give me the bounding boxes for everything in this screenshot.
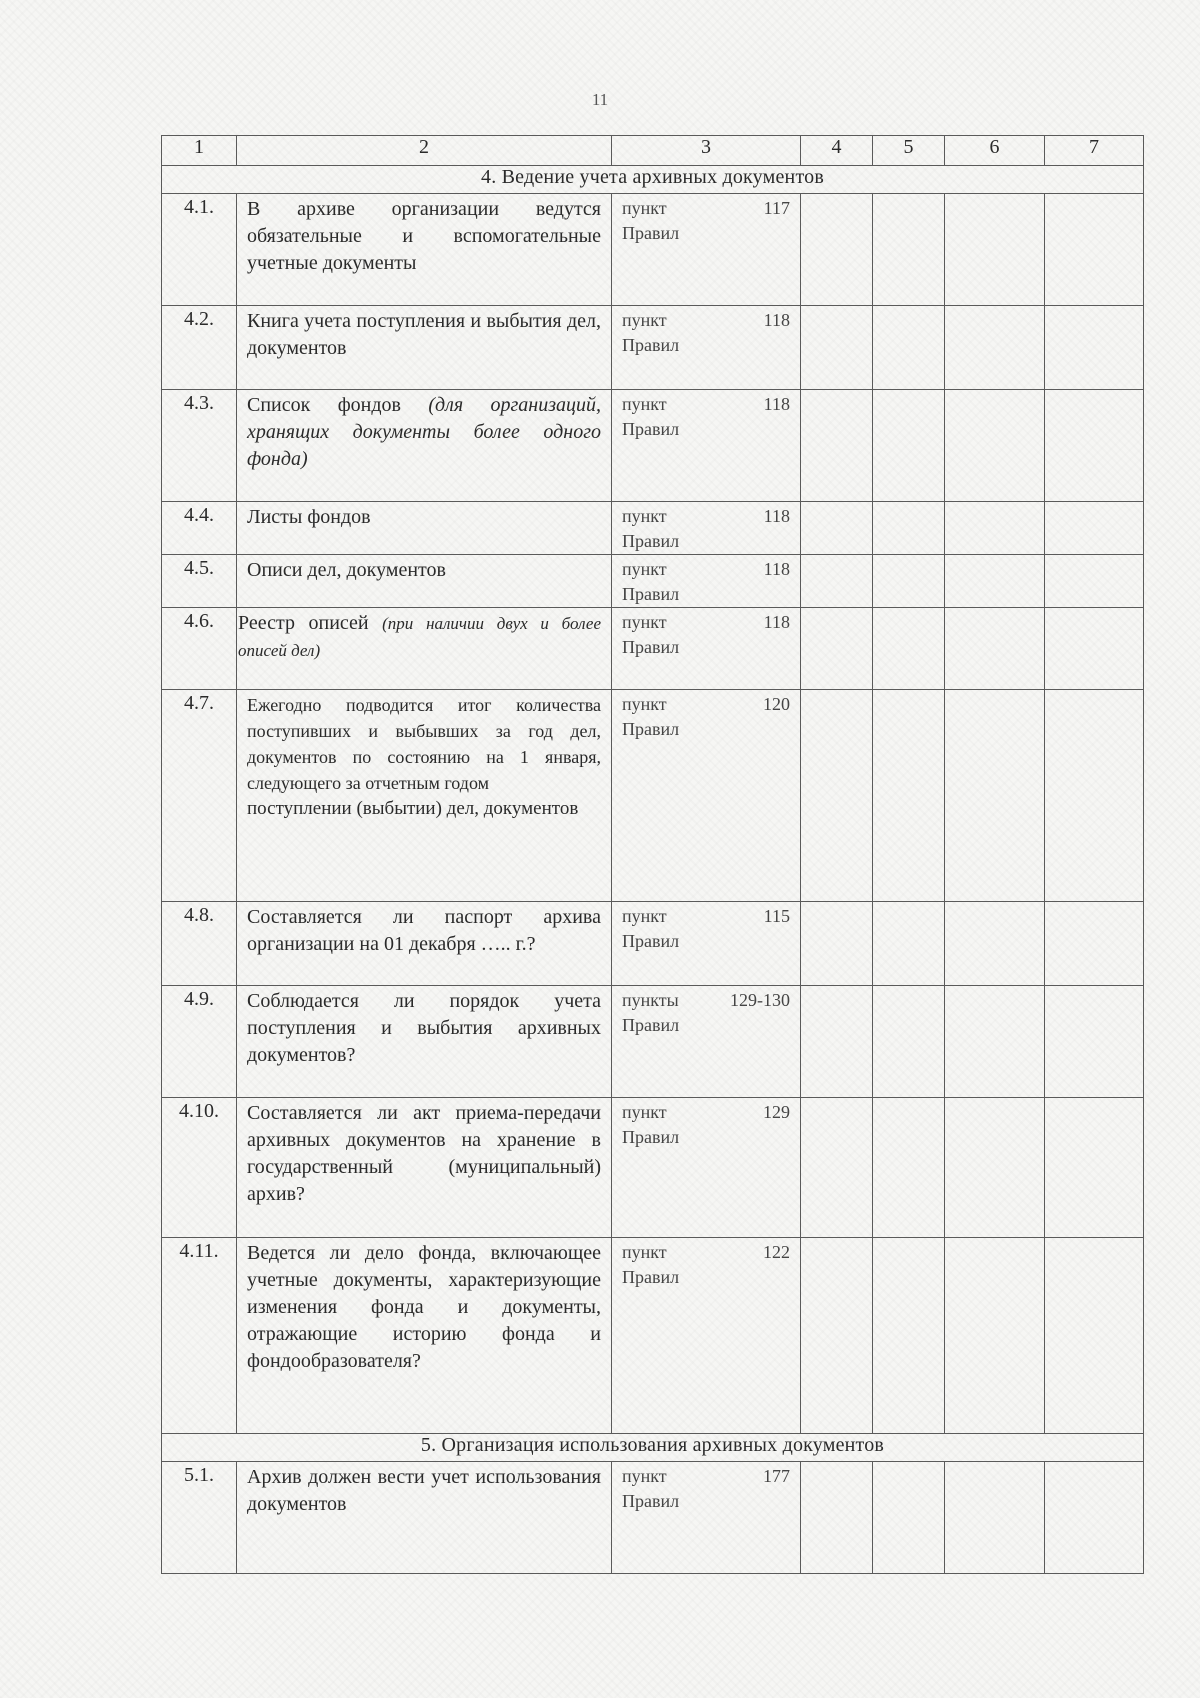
row-text: Составляется ли паспорт архива организации на 01 декабря ….. г.? xyxy=(237,902,612,986)
ref-rule: Правил xyxy=(622,1267,680,1287)
ref-word: пункт xyxy=(622,394,667,414)
ref-number: 129-130 xyxy=(730,990,790,1010)
cell-col-5 xyxy=(873,1462,945,1574)
row-text: Описи дел, документов xyxy=(237,555,612,608)
row-number: 4.11. xyxy=(162,1238,237,1434)
ref-word: пункт xyxy=(622,1242,667,1262)
ref-number: 118 xyxy=(763,559,790,579)
cell-col-5 xyxy=(873,306,945,390)
row-text xyxy=(237,608,612,690)
ref-word: пункт xyxy=(622,559,667,579)
header-col-3: 3 xyxy=(612,136,801,166)
cell-col-6 xyxy=(945,390,1045,502)
cell-col-7 xyxy=(1045,690,1144,902)
ref-rule: Правил xyxy=(622,637,680,657)
ref-rule: Правил xyxy=(622,584,680,604)
cell-col-4 xyxy=(801,1098,873,1238)
cell-col-4 xyxy=(801,608,873,690)
row-text-main: Список фондов xyxy=(247,394,401,416)
row-reference xyxy=(612,986,801,1098)
ref-word: пункт xyxy=(622,1466,667,1486)
cell-col-5 xyxy=(873,986,945,1098)
cell-col-6 xyxy=(945,502,1045,555)
ref-number: 118 xyxy=(763,310,790,330)
row-text: Соблюдается ли порядок учета поступления и выбытия архивных документов? xyxy=(237,986,612,1098)
ref-word: пункт xyxy=(622,1102,667,1122)
header-col-5: 5 xyxy=(873,136,945,166)
row-text: Ведется ли дело фонда, включающее учетные документы, характеризующие изменения фонда и документы, отражающие историю фонда и фондообразователя? xyxy=(237,1238,612,1434)
row-number: 4.6. xyxy=(162,608,237,690)
cell-col-5 xyxy=(873,194,945,306)
cell-col-6 xyxy=(945,986,1045,1098)
cell-col-5 xyxy=(873,1098,945,1238)
header-col-2: 2 xyxy=(237,136,612,166)
ref-rule: Правил xyxy=(622,719,680,739)
table-row xyxy=(162,1462,1144,1574)
row-number: 4.4. xyxy=(162,502,237,555)
header-col-4: 4 xyxy=(801,136,873,166)
table-row xyxy=(162,502,1144,555)
cell-col-5 xyxy=(873,502,945,555)
cell-col-7 xyxy=(1045,1462,1144,1574)
row-number: 4.5. xyxy=(162,555,237,608)
row-text: Листы фондов xyxy=(237,502,612,555)
page-number: 11 xyxy=(591,90,609,109)
row-text-italic: (при наличии двух и более описей дел) xyxy=(238,614,602,660)
cell-col-6 xyxy=(945,194,1045,306)
cell-col-5 xyxy=(873,1238,945,1434)
row-text: Архив должен вести учет использования документов xyxy=(237,1462,612,1574)
row-number: 4.2. xyxy=(162,306,237,390)
cell-col-5 xyxy=(873,608,945,690)
table-row xyxy=(162,194,1144,306)
row-text-main: Реестр описей xyxy=(238,612,369,634)
cell-col-7 xyxy=(1045,1238,1144,1434)
row-number: 4.8. xyxy=(162,902,237,986)
ref-number: 118 xyxy=(763,612,790,632)
ref-number: 120 xyxy=(763,694,790,714)
ref-number: 177 xyxy=(763,1466,790,1486)
ref-number: 129 xyxy=(763,1102,790,1122)
ref-number: 118 xyxy=(763,506,790,526)
cell-col-4 xyxy=(801,1238,873,1434)
cell-col-6 xyxy=(945,1098,1045,1238)
cell-col-7 xyxy=(1045,986,1144,1098)
cell-col-7 xyxy=(1045,608,1144,690)
ref-word: пункт xyxy=(622,310,667,330)
row-text: В архиве организации ведутся обязательные и вспомогательные учетные документы xyxy=(237,194,612,306)
row-reference xyxy=(612,690,801,902)
cell-col-7 xyxy=(1045,390,1144,502)
ref-word: пункт xyxy=(622,198,667,218)
cell-col-4 xyxy=(801,986,873,1098)
cell-col-6 xyxy=(945,555,1045,608)
cell-col-7 xyxy=(1045,1098,1144,1238)
cell-col-7 xyxy=(1045,306,1144,390)
table-row xyxy=(162,1238,1144,1434)
cell-col-4 xyxy=(801,306,873,390)
row-reference xyxy=(612,1462,801,1574)
cell-col-4 xyxy=(801,390,873,502)
cell-col-7 xyxy=(1045,502,1144,555)
row-text: Книга учета поступления и выбытия дел, документов xyxy=(237,306,612,390)
ref-rule: Правил xyxy=(622,1015,680,1035)
ref-word: пункты xyxy=(622,990,679,1010)
header-col-1: 1 xyxy=(162,136,237,166)
row-reference xyxy=(612,306,801,390)
cell-col-4 xyxy=(801,902,873,986)
row-number: 4.9. xyxy=(162,986,237,1098)
ref-rule: Правил xyxy=(622,931,680,951)
row-number: 4.10. xyxy=(162,1098,237,1238)
row-text xyxy=(237,690,612,902)
header-col-6: 6 xyxy=(945,136,1045,166)
cell-col-4 xyxy=(801,690,873,902)
cell-col-7 xyxy=(1045,555,1144,608)
row-reference xyxy=(612,902,801,986)
ref-rule: Правил xyxy=(622,531,680,551)
row-reference xyxy=(612,390,801,502)
cell-col-6 xyxy=(945,608,1045,690)
row-text: Составляется ли акт приема-передачи архивных документов на хранение в государственный (муниципальный) архив? xyxy=(237,1098,612,1238)
row-text-main: Ежегодно подводится итог количества поступивших и выбывших за год дел, документов по состоянию на 1 января, следующего за отчетным годом xyxy=(247,695,601,793)
row-reference xyxy=(612,608,801,690)
audit-table xyxy=(161,135,1144,1574)
cell-col-6 xyxy=(945,306,1045,390)
row-number: 4.1. xyxy=(162,194,237,306)
cell-col-4 xyxy=(801,555,873,608)
row-reference xyxy=(612,555,801,608)
ref-number: 122 xyxy=(763,1242,790,1262)
ref-rule: Правил xyxy=(622,1127,680,1147)
section-title: 5. Организация использования архивных документов xyxy=(162,1434,1144,1462)
cell-col-7 xyxy=(1045,194,1144,306)
cell-col-6 xyxy=(945,690,1045,902)
cell-col-5 xyxy=(873,555,945,608)
ref-word: пункт xyxy=(622,506,667,526)
row-text-italic: (для организаций, хранящих документы более одного фонда) xyxy=(247,394,602,470)
table-row xyxy=(162,555,1144,608)
cell-col-4 xyxy=(801,1462,873,1574)
cell-col-5 xyxy=(873,390,945,502)
ref-number: 115 xyxy=(763,906,790,926)
row-number: 4.7. xyxy=(162,690,237,902)
row-reference xyxy=(612,1098,801,1238)
cell-col-5 xyxy=(873,902,945,986)
table-row xyxy=(162,986,1144,1098)
ref-rule: Правил xyxy=(622,419,680,439)
ref-word: пункт xyxy=(622,906,667,926)
row-text xyxy=(237,390,612,502)
cell-col-6 xyxy=(945,1238,1045,1434)
cell-col-6 xyxy=(945,902,1045,986)
row-number: 5.1. xyxy=(162,1462,237,1574)
ref-word: пункт xyxy=(622,612,667,632)
table-row xyxy=(162,390,1144,502)
ref-rule: Правил xyxy=(622,223,680,243)
ref-word: пункт xyxy=(622,694,667,714)
table-row xyxy=(162,690,1144,902)
row-reference xyxy=(612,194,801,306)
section-title: 4. Ведение учета архивных документов xyxy=(162,166,1144,194)
row-reference xyxy=(612,1238,801,1434)
row-text-extra: поступлении (выбытии) дел, документов xyxy=(247,798,579,819)
ref-number: 118 xyxy=(763,394,790,414)
cell-col-6 xyxy=(945,1462,1045,1574)
ref-rule: Правил xyxy=(622,335,680,355)
row-reference xyxy=(612,502,801,555)
cell-col-7 xyxy=(1045,902,1144,986)
table-row xyxy=(162,1098,1144,1238)
table-header-row xyxy=(162,136,1144,166)
table-row xyxy=(162,306,1144,390)
header-col-7: 7 xyxy=(1045,136,1144,166)
section-row-4 xyxy=(162,166,1144,194)
section-row-5 xyxy=(162,1434,1144,1462)
cell-col-4 xyxy=(801,502,873,555)
ref-number: 117 xyxy=(763,198,790,218)
row-number: 4.3. xyxy=(162,390,237,502)
table-row xyxy=(162,902,1144,986)
table-row xyxy=(162,608,1144,690)
cell-col-5 xyxy=(873,690,945,902)
cell-col-4 xyxy=(801,194,873,306)
ref-rule: Правил xyxy=(622,1491,680,1511)
